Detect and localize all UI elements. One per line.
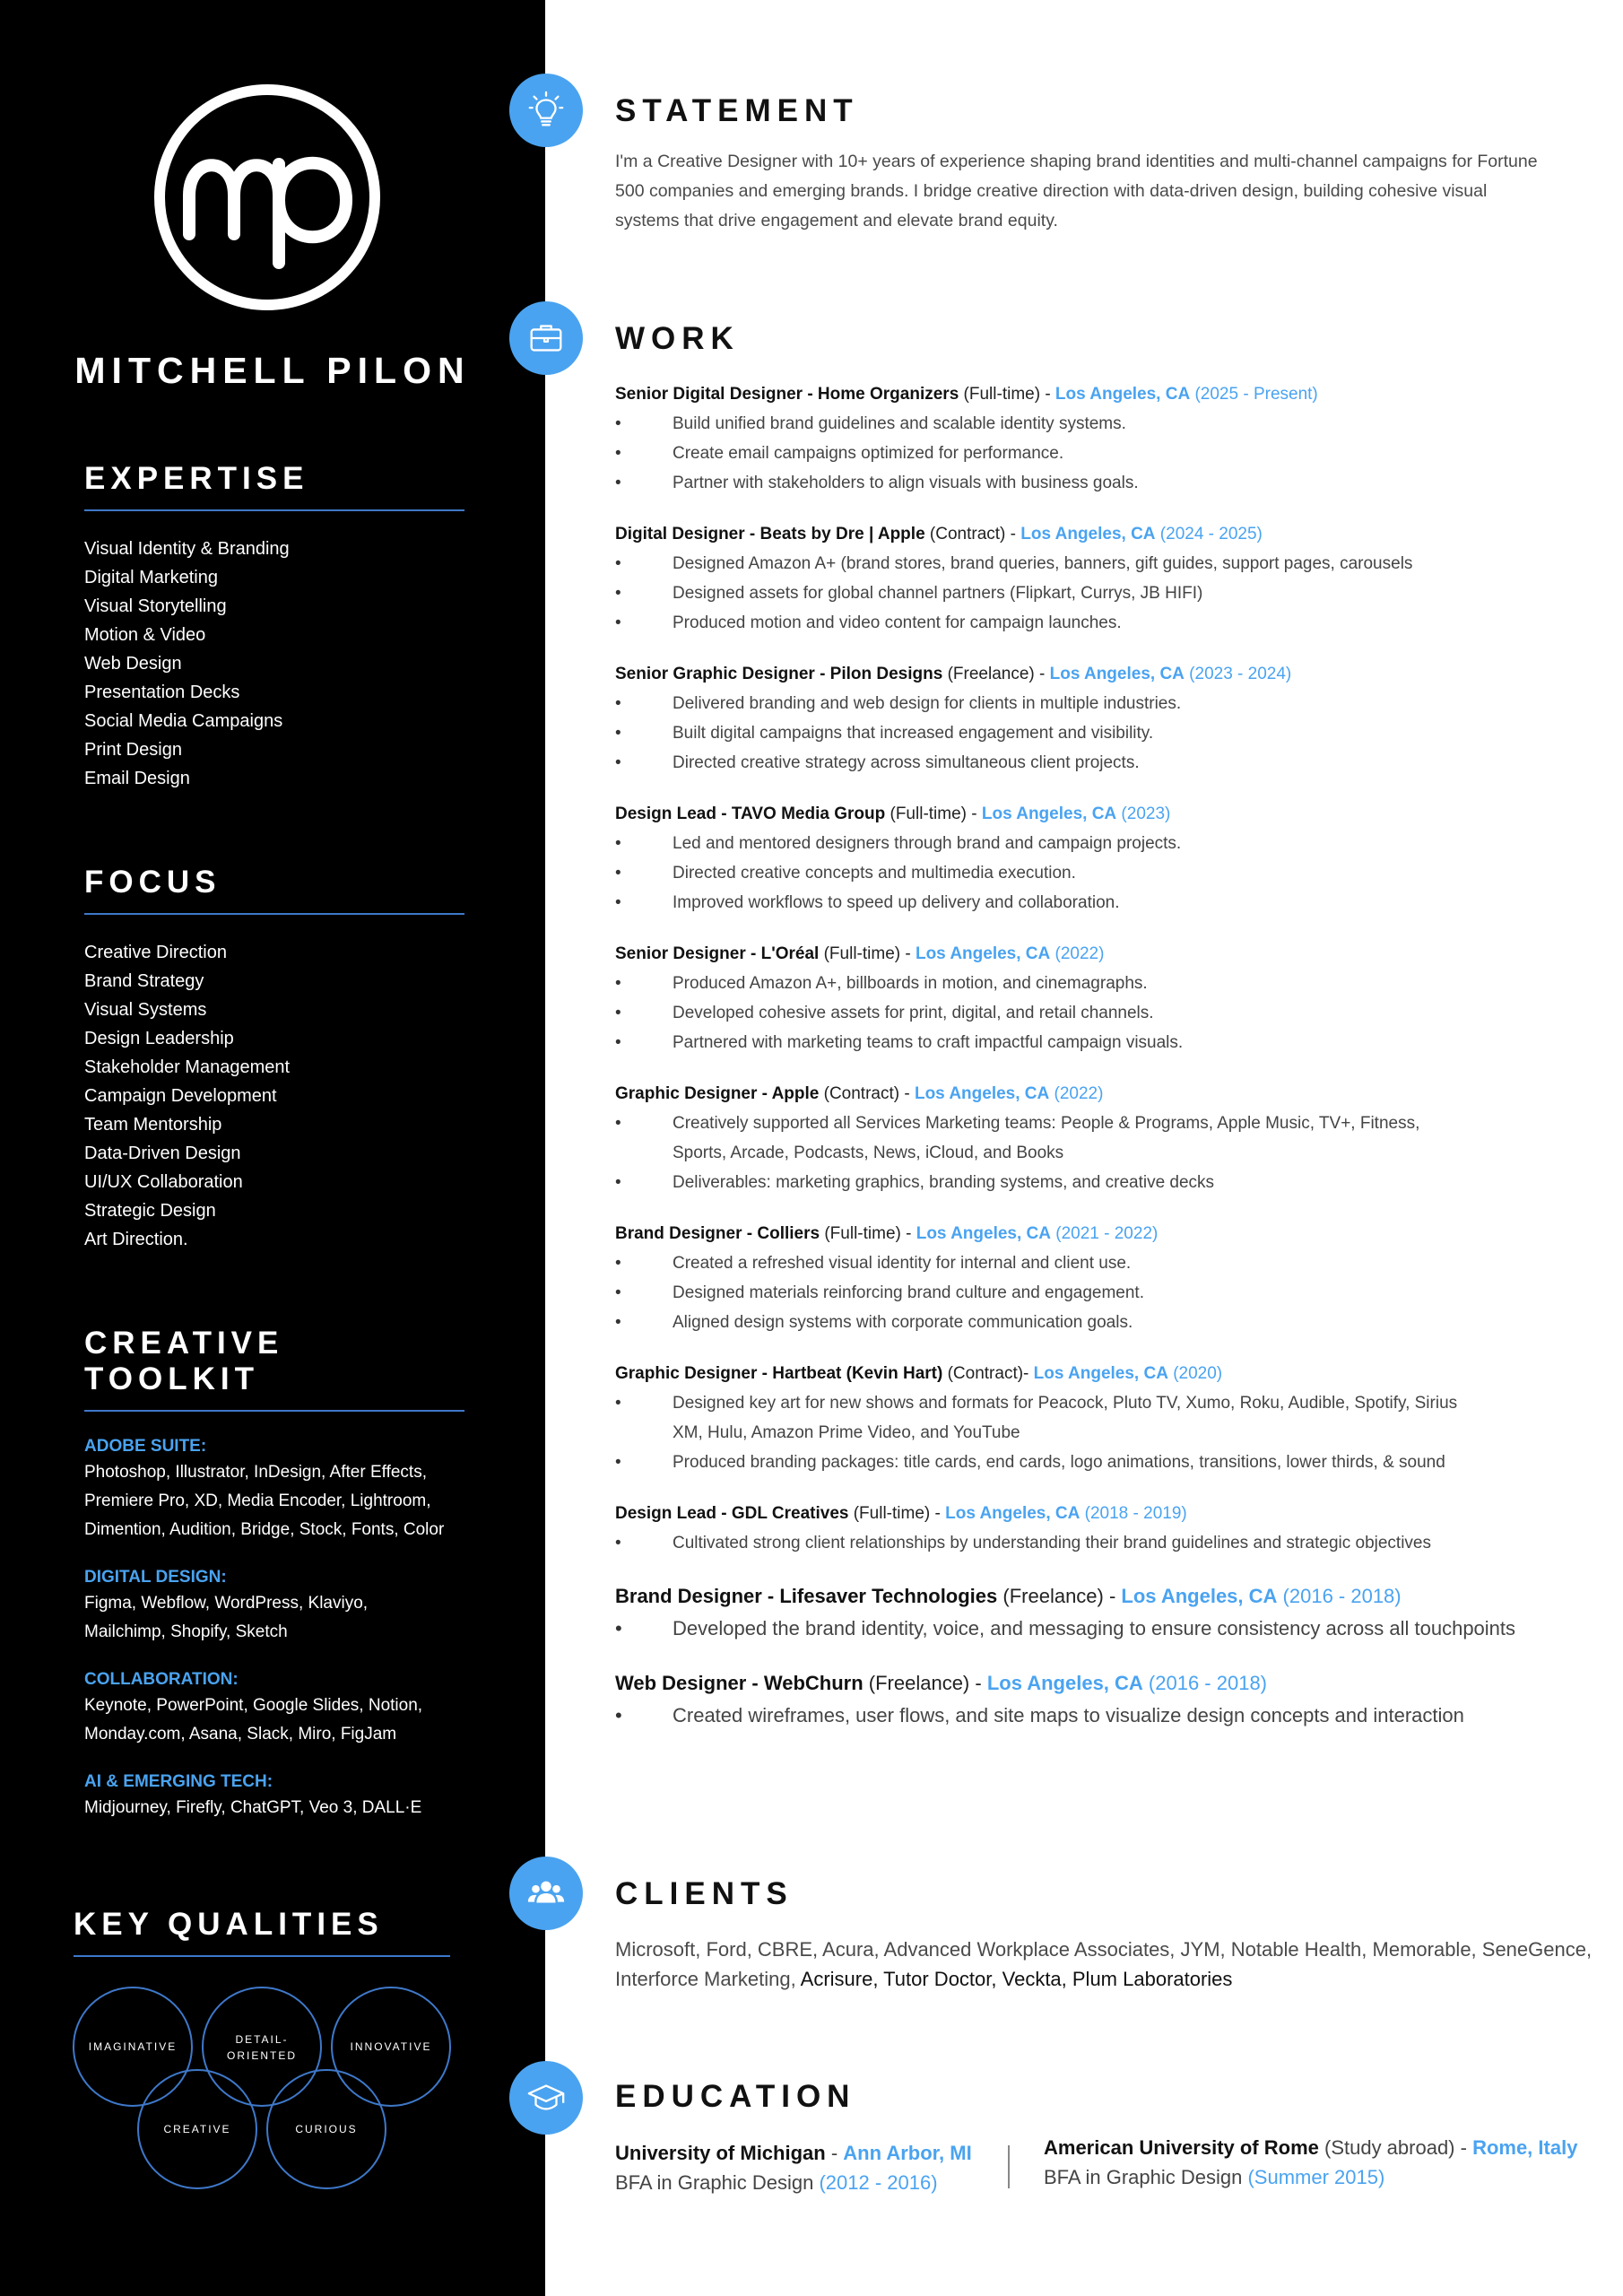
statement-heading: STATEMENT bbox=[615, 93, 859, 128]
person-name: MITCHELL PILON bbox=[74, 350, 471, 391]
toolkit-group-title: COLLABORATION: bbox=[84, 1670, 239, 1689]
job-title: Brand Designer - Lifesaver Technologies bbox=[615, 1585, 998, 1607]
job-title: Brand Designer - Colliers bbox=[615, 1224, 820, 1243]
job-bullet: • Aligned design systems with corporate communication goals. bbox=[615, 1308, 1601, 1337]
quality-label: CREATIVE bbox=[163, 2123, 231, 2135]
job-location: Los Angeles, CA bbox=[1121, 1585, 1278, 1607]
toolkit-group-title: ADOBE SUITE: bbox=[84, 1437, 207, 1456]
job-years: (2023) bbox=[1116, 804, 1171, 823]
list-item: Design Leadership bbox=[84, 1029, 234, 1048]
job-header bbox=[615, 660, 1601, 689]
toolkit-line: Mailchimp, Shopify, Sketch bbox=[84, 1622, 288, 1641]
graduation-cap-icon bbox=[509, 2061, 583, 2135]
job-type: (Full-time) - bbox=[820, 1224, 916, 1243]
job-entry bbox=[615, 1360, 1601, 1477]
job-bullet: • Developed the brand identity, voice, and messaging to ensure consistency across all touchpoints bbox=[615, 1613, 1601, 1645]
job-header bbox=[615, 1580, 1601, 1613]
list-item: UI/UX Collaboration bbox=[84, 1172, 243, 1192]
expertise-heading: EXPERTISE bbox=[84, 461, 464, 511]
work-list bbox=[615, 380, 1601, 1754]
job-bullet: • Created a refreshed visual identity for internal and client use. bbox=[615, 1248, 1601, 1278]
quality-label: IMAGINATIVE bbox=[88, 2040, 178, 2053]
job-bullet: • Deliverables: marketing graphics, branding systems, and creative decks bbox=[615, 1168, 1601, 1197]
job-title: Senior Designer - L'Oréal bbox=[615, 944, 820, 963]
job-entry bbox=[615, 1580, 1601, 1645]
list-item: Team Mentorship bbox=[84, 1115, 222, 1135]
job-years: (2022) bbox=[1049, 1084, 1104, 1103]
job-location: Los Angeles, CA bbox=[986, 1672, 1143, 1694]
focus-heading: FOCUS bbox=[84, 865, 464, 915]
job-header bbox=[615, 1080, 1601, 1109]
school-name: University of Michigan bbox=[615, 2142, 826, 2164]
job-bullet: • Created wireframes, user flows, and site maps to visualize design concepts and interaction bbox=[615, 1700, 1601, 1732]
job-type: (Contract) - bbox=[924, 525, 1021, 544]
list-item: Campaign Development bbox=[84, 1086, 277, 1106]
job-years: (2023 - 2024) bbox=[1184, 665, 1292, 683]
job-header bbox=[615, 380, 1601, 409]
list-item: Visual Identity & Branding bbox=[84, 539, 290, 559]
job-header bbox=[615, 1667, 1601, 1700]
job-bullet: • Create email campaigns optimized for performance. bbox=[615, 439, 1601, 468]
lightbulb-icon bbox=[509, 74, 583, 147]
job-bullet: • Produced branding packages: title cards, end cards, logo animations, transitions, lower thirds, & sound bbox=[615, 1448, 1601, 1477]
job-type: (Freelance) - bbox=[863, 1672, 987, 1694]
job-bullet: • Delivered branding and web design for clients in multiple industries. bbox=[615, 689, 1601, 718]
job-years: (2018 - 2019) bbox=[1080, 1504, 1187, 1523]
toolkit-line: Figma, Webflow, WordPress, Klaviyo, bbox=[84, 1594, 369, 1613]
school-note: (Study abroad) - bbox=[1318, 2136, 1473, 2159]
list-item: Data-Driven Design bbox=[84, 1144, 241, 1163]
clients-text: Microsoft, Ford, CBRE, Acura, Advanced Workplace Associates, JYM, Notable Health, Memorable, SeneGence, Interforce Marketing, bbox=[615, 1938, 1593, 1990]
job-bullet: • Designed key art for new shows and formats for Peacock, Pluto TV, Xumo, Roku, Audible, Spotify, Sirius XM, Hulu, Amazon Prime Video, and YouTube bbox=[615, 1388, 1476, 1448]
degree-years: (Summer 2015) bbox=[1247, 2166, 1385, 2188]
job-location: Los Angeles, CA bbox=[1055, 385, 1191, 404]
job-title: Senior Digital Designer - Home Organizers bbox=[615, 385, 959, 404]
list-item: Visual Storytelling bbox=[84, 596, 227, 616]
job-bullet: • Directed creative concepts and multimedia execution. bbox=[615, 858, 1601, 888]
job-bullet: • Cultivated strong client relationships by understanding their brand guidelines and strategic objectives bbox=[615, 1528, 1601, 1558]
school-location: Ann Arbor, MI bbox=[843, 2142, 972, 2164]
list-item: Stakeholder Management bbox=[84, 1057, 291, 1077]
quality-label: INNOVATIVE bbox=[350, 2040, 432, 2053]
job-bullet: • Creatively supported all Services Marketing teams: People & Programs, Apple Music, TV+, Fitness, Sports, Arcade, Podcasts, News, iCloud, and Books bbox=[615, 1109, 1422, 1168]
job-title: Design Lead - TAVO Media Group bbox=[615, 804, 886, 823]
toolkit-group-title: AI & EMERGING TECH: bbox=[84, 1772, 273, 1791]
clients-text-highlight: Acrisure, Tutor Doctor, Veckta, Plum Laboratories bbox=[800, 1968, 1233, 1990]
job-bullet: • Improved workflows to speed up delivery and collaboration. bbox=[615, 888, 1601, 918]
list-item: Art Direction. bbox=[84, 1230, 188, 1249]
job-header bbox=[615, 1500, 1601, 1528]
job-location: Los Angeles, CA bbox=[981, 804, 1117, 823]
job-bullet: • Designed assets for global channel partners (Flipkart, Currys, JB HIFI) bbox=[615, 578, 1601, 608]
job-years: (2016 - 2018) bbox=[1277, 1585, 1402, 1607]
job-years: (2025 - Present) bbox=[1190, 385, 1318, 404]
job-years: (2016 - 2018) bbox=[1142, 1672, 1268, 1694]
job-title: Design Lead - GDL Creatives bbox=[615, 1504, 849, 1523]
job-bullet: • Led and mentored designers through brand and campaign projects. bbox=[615, 829, 1601, 858]
list-item: Motion & Video bbox=[84, 625, 206, 645]
list-item: Social Media Campaigns bbox=[84, 711, 283, 731]
job-years: (2022) bbox=[1050, 944, 1105, 963]
job-title: Web Designer - WebChurn bbox=[615, 1672, 864, 1694]
job-header bbox=[615, 520, 1601, 549]
job-title: Graphic Designer - Hartbeat (Kevin Hart) bbox=[615, 1364, 943, 1383]
list-item: Web Design bbox=[84, 654, 182, 674]
qualities-heading: KEY QUALITIES bbox=[74, 1907, 450, 1957]
degree: BFA in Graphic Design bbox=[1044, 2166, 1248, 2188]
job-header bbox=[615, 1360, 1601, 1388]
quality-label: DETAIL- bbox=[235, 2033, 289, 2046]
job-location: Los Angeles, CA bbox=[1049, 665, 1185, 683]
job-location: Los Angeles, CA bbox=[945, 1504, 1081, 1523]
school-sep: - bbox=[825, 2142, 844, 2164]
job-entry bbox=[615, 1220, 1601, 1337]
job-header bbox=[615, 800, 1601, 829]
list-item: Digital Marketing bbox=[84, 568, 218, 587]
job-header bbox=[615, 940, 1601, 969]
job-bullet: • Developed cohesive assets for print, digital, and retail channels. bbox=[615, 998, 1601, 1028]
list-item: Creative Direction bbox=[84, 943, 227, 962]
list-item: Email Design bbox=[84, 769, 190, 788]
job-type: (Full-time) - bbox=[959, 385, 1055, 404]
job-bullet: • Build unified brand guidelines and scalable identity systems. bbox=[615, 409, 1601, 439]
education-heading: EDUCATION bbox=[615, 2079, 856, 2114]
degree: BFA in Graphic Design bbox=[615, 2171, 820, 2194]
job-years: (2024 - 2025) bbox=[1155, 525, 1263, 544]
list-item: Strategic Design bbox=[84, 1201, 216, 1221]
briefcase-icon bbox=[509, 301, 583, 375]
education-entry bbox=[615, 2138, 972, 2197]
job-entry bbox=[615, 520, 1601, 638]
toolkit-line: Midjourney, Firefly, ChatGPT, Veo 3, DALL·E bbox=[84, 1798, 422, 1817]
job-entry bbox=[615, 660, 1601, 778]
group-icon bbox=[509, 1857, 583, 1930]
toolkit-heading: CREATIVE TOOLKIT bbox=[84, 1326, 464, 1412]
education-list bbox=[615, 2138, 1601, 2210]
job-location: Los Angeles, CA bbox=[916, 1224, 1051, 1243]
list-item: Visual Systems bbox=[84, 1000, 207, 1020]
toolkit-line: Keynote, PowerPoint, Google Slides, Notion, bbox=[84, 1696, 423, 1715]
work-heading: WORK bbox=[615, 321, 740, 356]
job-bullet: • Produced Amazon A+, billboards in motion, and cinemagraphs. bbox=[615, 969, 1601, 998]
job-type: (Freelance) - bbox=[942, 665, 1050, 683]
job-entry bbox=[615, 1080, 1601, 1197]
job-type: (Contract)- bbox=[942, 1364, 1034, 1383]
job-bullet: • Designed materials reinforcing brand culture and engagement. bbox=[615, 1278, 1601, 1308]
job-title: Digital Designer - Beats by Dre | Apple bbox=[615, 525, 925, 544]
education-entry bbox=[1044, 2133, 1577, 2192]
clients-list bbox=[615, 1935, 1593, 1994]
education-divider bbox=[1008, 2145, 1010, 2188]
job-years: (2021 - 2022) bbox=[1050, 1224, 1159, 1243]
clients-heading: CLIENTS bbox=[615, 1876, 794, 1911]
list-item: Presentation Decks bbox=[84, 683, 240, 702]
job-bullet: • Partnered with marketing teams to craft impactful campaign visuals. bbox=[615, 1028, 1601, 1057]
job-type: (Full-time) - bbox=[848, 1504, 946, 1523]
school-name: American University of Rome bbox=[1044, 2136, 1319, 2159]
toolkit-line: Monday.com, Asana, Slack, Miro, FigJam bbox=[84, 1725, 397, 1744]
job-type: (Full-time) - bbox=[885, 804, 982, 823]
job-location: Los Angeles, CA bbox=[915, 944, 1051, 963]
job-entry bbox=[615, 1500, 1601, 1558]
job-type: (Full-time) - bbox=[819, 944, 916, 963]
job-type: (Contract) - bbox=[819, 1084, 915, 1103]
job-bullet: • Directed creative strategy across simultaneous client projects. bbox=[615, 748, 1601, 778]
degree-years: (2012 - 2016) bbox=[819, 2171, 938, 2194]
toolkit-line: Premiere Pro, XD, Media Encoder, Lightroom, bbox=[84, 1492, 431, 1510]
toolkit-line: Photoshop, Illustrator, InDesign, After Effects, bbox=[84, 1463, 427, 1482]
job-title: Senior Graphic Designer - Pilon Designs bbox=[615, 665, 943, 683]
statement-text: I'm a Creative Designer with 10+ years of experience shaping brand identities and multi-channel campaigns for Fortune 500 companies and emerging brands. I bridge creative direction with data-driven design, building cohesive visual systems that drive engagement and elevate brand equity. bbox=[615, 152, 1538, 230]
job-title: Graphic Designer - Apple bbox=[615, 1084, 820, 1103]
job-years: (2020) bbox=[1167, 1364, 1223, 1383]
quality-label: CURIOUS bbox=[295, 2123, 358, 2135]
quality-label: ORIENTED bbox=[226, 2049, 298, 2062]
job-entry bbox=[615, 940, 1601, 1057]
job-bullet: • Designed Amazon A+ (brand stores, brand queries, banners, gift guides, support pages, carousels bbox=[615, 549, 1601, 578]
job-header bbox=[615, 1220, 1601, 1248]
toolkit-line: Dimention, Audition, Bridge, Stock, Fonts, Color bbox=[84, 1520, 445, 1539]
job-entry bbox=[615, 1667, 1601, 1732]
job-bullet: • Produced motion and video content for campaign launches. bbox=[615, 608, 1601, 638]
job-location: Los Angeles, CA bbox=[914, 1084, 1050, 1103]
job-entry bbox=[615, 800, 1601, 918]
job-location: Los Angeles, CA bbox=[1020, 525, 1156, 544]
school-location: Rome, Italy bbox=[1472, 2136, 1578, 2159]
job-type: (Freelance) - bbox=[997, 1585, 1122, 1607]
toolkit-group-title: DIGITAL DESIGN: bbox=[84, 1568, 227, 1587]
job-bullet: • Partner with stakeholders to align visuals with business goals. bbox=[615, 468, 1601, 498]
job-bullet: • Built digital campaigns that increased engagement and visibility. bbox=[615, 718, 1601, 748]
job-location: Los Angeles, CA bbox=[1033, 1364, 1168, 1383]
job-entry bbox=[615, 380, 1601, 498]
list-item: Brand Strategy bbox=[84, 971, 204, 991]
list-item: Print Design bbox=[84, 740, 182, 760]
